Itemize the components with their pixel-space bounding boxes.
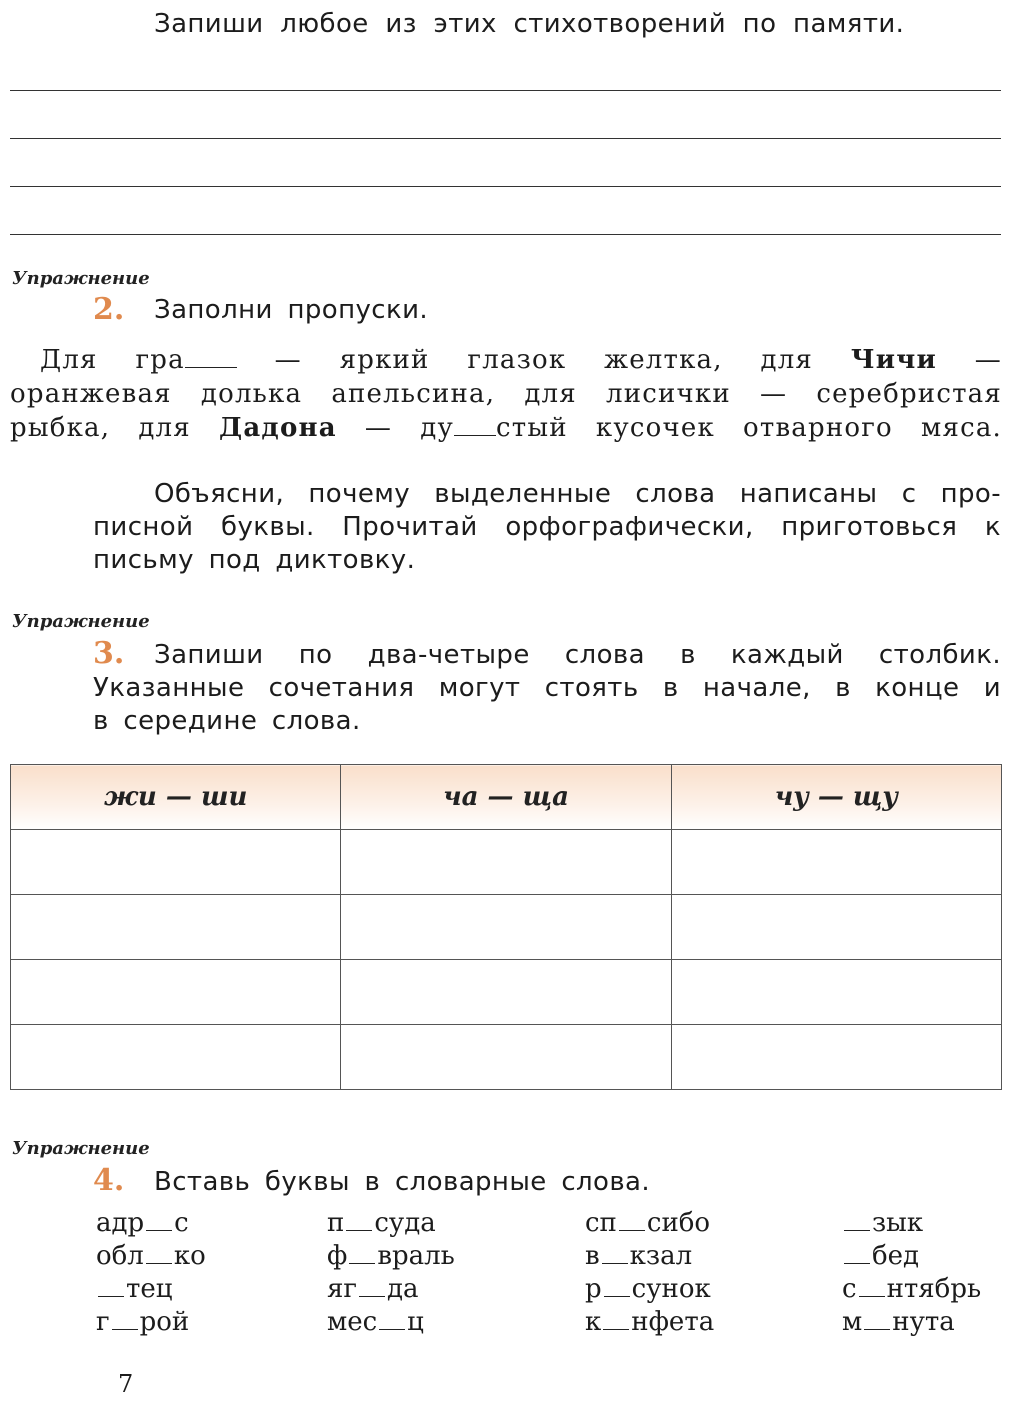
table-cell[interactable] [11, 830, 341, 895]
word-column [585, 1207, 714, 1339]
table-cell[interactable] [341, 960, 671, 1025]
column-header: чу — щу [671, 765, 1001, 830]
letter-blank[interactable] [359, 1278, 385, 1297]
dictionary-word: яг да [327, 1274, 419, 1304]
dictionary-word: р сунок [585, 1274, 711, 1304]
letter-blank[interactable] [844, 1245, 870, 1264]
word-column [96, 1207, 206, 1339]
exercise-label: Упражнение [12, 611, 150, 632]
letter-blank[interactable] [349, 1245, 375, 1264]
passage-line: оранжевая долька апельсина, для лисички — серебристая [10, 379, 1002, 409]
word-column [842, 1207, 981, 1339]
table-cell[interactable] [11, 960, 341, 1025]
exercise-number: 2. [93, 292, 125, 327]
bold-word: Чичи [850, 345, 937, 375]
bold-word: Дадона [219, 413, 337, 443]
letter-blank[interactable] [603, 1311, 629, 1330]
writing-line[interactable] [10, 234, 1001, 235]
table-cell[interactable] [11, 895, 341, 960]
dictionary-word: г рой [96, 1307, 190, 1337]
exercise-number: 3. [93, 636, 125, 671]
task-text: Объясни, почему выделенные слова написаны с про- писной буквы. Прочитай орфографически, приготовься к письму под диктовку. [93, 479, 1001, 575]
table-cell[interactable] [671, 895, 1001, 960]
dictionary-word: обл ко [96, 1241, 206, 1271]
writing-line[interactable] [10, 138, 1001, 139]
task-text: Запиши по два-четыре слова в каждый столбик. Указанные сочетания могут стоять в начале, в конце и в середине слова. [93, 640, 1001, 736]
letter-blank[interactable] [619, 1212, 645, 1231]
word-column [327, 1207, 455, 1339]
writing-line[interactable] [10, 186, 1001, 187]
dictionary-word: с нтябрь [842, 1274, 982, 1304]
word-table [10, 764, 1002, 1090]
page-number: 7 [118, 1370, 134, 1398]
exercise-number: 4. [93, 1163, 125, 1198]
blank-field[interactable] [185, 347, 237, 368]
dictionary-word: адр с [96, 1208, 189, 1238]
table-cell[interactable] [341, 830, 671, 895]
dictionary-word: зык [842, 1207, 981, 1240]
fill-in-passage [10, 343, 1002, 445]
table-cell[interactable] [11, 1025, 341, 1090]
letter-blank[interactable] [98, 1278, 124, 1297]
letter-blank[interactable] [859, 1278, 885, 1297]
table-cell[interactable] [671, 960, 1001, 1025]
letter-blank[interactable] [346, 1212, 372, 1231]
dictionary-word: тец [96, 1273, 206, 1306]
blank-field[interactable] [454, 415, 496, 436]
dictionary-word: в кзал [585, 1241, 693, 1271]
exercise-title: Заполни пропуски. [154, 295, 429, 325]
letter-blank[interactable] [604, 1278, 630, 1297]
column-header: ча — ща [341, 765, 671, 830]
table-cell[interactable] [671, 1025, 1001, 1090]
exercise-title: Вставь буквы в словарные слова. [154, 1167, 651, 1197]
dictionary-word: ф враль [327, 1241, 455, 1271]
dictionary-word: п суда [327, 1208, 436, 1238]
dictionary-word: м нута [842, 1307, 955, 1337]
passage-line: Для гра — яркий глазок желтка, для Чичи — [40, 345, 1002, 375]
passage-line: рыбка, для Дадона — ду стый кусочек отварного мяса. [10, 413, 1003, 443]
dictionary-word: сп сибо [585, 1208, 711, 1238]
exercise-label: Упражнение [12, 268, 150, 289]
table-cell[interactable] [341, 1025, 671, 1090]
letter-blank[interactable] [379, 1311, 405, 1330]
dictionary-word: мес ц [327, 1307, 424, 1337]
letter-blank[interactable] [146, 1245, 172, 1264]
dictionary-word: к нфета [585, 1307, 715, 1337]
letter-blank[interactable] [146, 1212, 172, 1231]
letter-blank[interactable] [844, 1212, 870, 1231]
poem-instruction: Запиши любое из этих стихотворений по памяти. [154, 9, 905, 39]
letter-blank[interactable] [864, 1311, 890, 1330]
table-cell[interactable] [671, 830, 1001, 895]
letter-blank[interactable] [112, 1311, 138, 1330]
letter-blank[interactable] [602, 1245, 628, 1264]
dictionary-word: бед [842, 1240, 981, 1273]
column-header: жи — ши [11, 765, 341, 830]
writing-line[interactable] [10, 90, 1001, 91]
exercise-label: Упражнение [12, 1138, 150, 1159]
table-cell[interactable] [341, 895, 671, 960]
